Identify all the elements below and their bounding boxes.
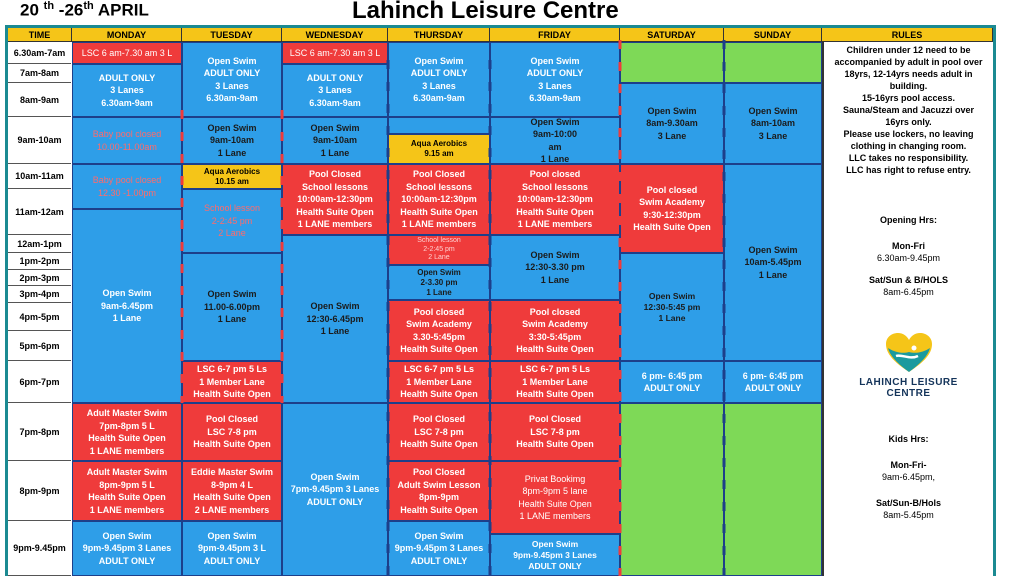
time-slot: 7am-8am: [8, 64, 71, 83]
session-text: ADULT ONLY 3 Lanes 6.30am-9am: [98, 72, 156, 108]
session-text: ADULT ONLY 3 Lanes 6.30am-9am: [306, 72, 364, 108]
date-from-suffix: th: [43, 0, 55, 12]
session-block: [182, 521, 282, 576]
date-to-suffix: th: [83, 0, 94, 12]
session-block: [490, 461, 620, 534]
session-block: [388, 521, 490, 576]
time-slot: 3pm-4pm: [8, 286, 71, 303]
time-slot: 9pm-9.45pm: [8, 521, 71, 576]
session-block: [182, 164, 282, 189]
session-text: Open Swim 9am-6.45pm 1 Lane: [100, 288, 154, 324]
session-block: [388, 300, 490, 361]
session-text: Open Swim 9pm-9.45pm 3 Lanes ADULT ONLY: [394, 530, 484, 566]
session-text: Open Swim 12:30-5:45 pm 1 Lane: [643, 290, 701, 323]
opening-monfri-hours: 6.30am-9.45pm: [876, 253, 941, 263]
opening-weekend-hours: 8am-6.45pm: [883, 287, 934, 297]
session-text: LSC 6-7 pm 5 Ls 1 Member Lane Health Suite Open: [400, 364, 478, 400]
col-header-friday: FRIDAY: [490, 28, 620, 42]
session-text: Open Swim 9am-10am 1 Lane: [207, 122, 257, 158]
opening-hours-title: Opening Hrs:: [879, 215, 937, 225]
session-text: Pool closed Swim Academy 3.30-5:45pm Health Suite Open: [400, 306, 478, 354]
session-block: [72, 403, 182, 461]
kids-weekend-hours: 8am-5.45pm: [883, 510, 934, 520]
col-header-wednesday: WEDNESDAY: [282, 28, 388, 42]
session-block: [72, 521, 182, 576]
session-block: [490, 42, 620, 117]
rules-text: Children under 12 need to be accompanied by adult in pool over 18yrs, 12-14yrs needs adult in building. 15-16yrs pool access. Sauna/Steam and Jacuzzi over 16yrs only. Please use lockers, no leaving clothing in changing room. LLC takes no responsibility. LLC has right to refuse entry.: [834, 45, 983, 175]
session-block: [72, 42, 182, 64]
session-text: 6 pm- 6:45 pm ADULT ONLY: [641, 370, 703, 393]
session-text: Open Swim 9am-10am 1 Lane: [310, 122, 360, 158]
session-block: [72, 117, 182, 164]
session-block: [620, 42, 724, 83]
session-text: Baby pool closed 10.00-11.00am: [92, 129, 162, 152]
session-text: Pool Closed LSC 7-8 pm Health Suite Open: [400, 414, 478, 450]
session-block: [620, 253, 724, 361]
opening-monfri-label: Mon-Fri: [892, 241, 925, 251]
session-block: [388, 164, 490, 235]
session-text: Eddie Master Swim 8-9pm 4 L Health Suite Open 2 LANE members: [190, 467, 274, 515]
session-text: Open Swim 2-3.30 pm 1 Lane: [417, 267, 461, 297]
session-block: [388, 134, 490, 164]
time-slot: 2pm-3pm: [8, 270, 71, 286]
session-block: [182, 42, 282, 117]
logo-heart-icon: [884, 332, 934, 374]
session-text: Pool closed Swim Academy 9:30-12:30pm Health Suite Open: [633, 184, 711, 232]
kids-weekend-label: Sat/Sun-B/Hols: [875, 498, 941, 508]
session-block: [182, 461, 282, 521]
session-block: [490, 534, 620, 576]
session-block: [490, 164, 620, 235]
session-text: Open Swim 12:30-6.45pm 1 Lane: [306, 301, 364, 337]
kids-hours-title: Kids Hrs:: [888, 434, 929, 444]
session-block: [72, 209, 182, 403]
date-from: 20: [20, 0, 39, 20]
page-title: Lahinch Leisure Centre: [352, 0, 619, 24]
kids-monfri-hours: 9am-6.45pm,: [881, 472, 936, 482]
session-block: [388, 461, 490, 521]
logo-text-line1: LAHINCH LEISURE: [859, 377, 958, 388]
session-block: [724, 361, 822, 403]
session-block: [724, 164, 822, 361]
kids-monfri-label: Mon-Fri-: [890, 460, 927, 470]
session-block: [388, 361, 490, 403]
logo-text-line2: CENTRE: [886, 388, 931, 399]
session-block: [490, 117, 620, 164]
session-block: [724, 83, 822, 164]
session-block: [282, 117, 388, 164]
session-text: Adult Master Swim 7pm-8pm 5 L Health Suite Open 1 LANE members: [86, 408, 168, 456]
session-block: [282, 235, 388, 403]
col-header-time: TIME: [8, 28, 72, 42]
session-text: Open Swim 9pm-9.45pm 3 Lanes ADULT ONLY: [513, 538, 597, 571]
session-text: Baby pool closed 12.30 -1.00pm: [92, 175, 162, 198]
session-text: Open Swim 11.00-6.00pm 1 Lane: [203, 289, 261, 325]
col-header-monday: MONDAY: [72, 28, 182, 42]
session-text: Open Swim ADULT ONLY 3 Lanes 6.30am-9am: [410, 55, 468, 103]
session-block: [620, 164, 724, 253]
session-text: Aqua Aerobics 9.15 am: [410, 139, 468, 158]
date-range: [20, 0, 149, 21]
session-block: [182, 361, 282, 403]
session-text: Open Swim 8am-9.30am 3 Lane: [646, 105, 698, 141]
rules-panel: [822, 42, 993, 576]
col-header-saturday: SATURDAY: [620, 28, 724, 42]
session-text: Pool Closed School lessons 10:00am-12:30pm Health Suite Open 1 LANE members: [400, 169, 478, 230]
session-block: [282, 164, 388, 235]
session-text: LSC 6-7 pm 5 Ls 1 Member Lane Health Suite Open: [516, 364, 594, 400]
session-text: Pool closed Swim Academy 3:30-5:45pm Health Suite Open: [516, 306, 594, 354]
session-block: [388, 403, 490, 461]
session-block: [620, 83, 724, 164]
session-text: 6 pm- 6:45 pm ADULT ONLY: [742, 370, 804, 393]
session-text: Open Swim 12:30-3.30 pm 1 Lane: [525, 249, 585, 285]
time-slot: 4pm-5pm: [8, 303, 71, 331]
time-slot: 5pm-6pm: [8, 331, 71, 361]
session-block: [182, 117, 282, 164]
time-slot: 12am-1pm: [8, 235, 71, 253]
col-header-thursday: THURSDAY: [388, 28, 490, 42]
session-block: [282, 403, 388, 576]
session-block: [182, 253, 282, 361]
session-block: [724, 42, 822, 83]
session-text: School lesson 2-2:45 pm 2 Lane: [203, 203, 261, 239]
session-text: Open Swim 8am-10am 3 Lane: [748, 105, 798, 141]
session-block: [282, 42, 388, 64]
session-block: [182, 189, 282, 253]
session-text: Pool Closed Adult Swim Lesson 8pm-9pm Health Suite Open: [397, 467, 481, 515]
time-slot: 8pm-9pm: [8, 461, 71, 521]
time-slot: 8am-9am: [8, 83, 71, 117]
time-slot: 6.30am-7am: [8, 42, 71, 64]
session-block: [72, 164, 182, 209]
time-slot: 6pm-7pm: [8, 361, 71, 403]
time-slot: 11am-12am: [8, 189, 71, 235]
session-text: Open Swim 9pm-9.45pm 3 L ADULT ONLY: [197, 530, 267, 566]
session-block: [388, 235, 490, 265]
time-slot: 10am-11am: [8, 164, 71, 189]
session-block: [490, 235, 620, 300]
session-text: Open Swim ADULT ONLY 3 Lanes 6.30am-9am: [203, 55, 261, 103]
session-block: [724, 403, 822, 576]
session-block: [72, 64, 182, 117]
session-block: [282, 64, 388, 117]
session-text: Open Swim 10am-5.45pm 1 Lane: [744, 244, 802, 280]
session-text: LSC 6 am-7.30 am 3 L: [81, 47, 173, 58]
session-text: Pool closed School lessons 10:00am-12:30pm Health Suite Open 1 LANE members: [516, 169, 594, 230]
session-text: Adult Master Swim 8pm-9pm 5 L Health Suite Open 1 LANE members: [86, 467, 168, 515]
session-block: [388, 117, 490, 134]
time-slot: 1pm-2pm: [8, 253, 71, 270]
session-text: Open Swim ADULT ONLY 3 Lanes 6.30am-9am: [526, 55, 584, 103]
session-text: Privat Bookimg 8pm-9pm 5 lane Health Suite Open 1 LANE members: [518, 473, 592, 521]
opening-weekend-label: Sat/Sun & B/HOLS: [868, 275, 948, 285]
col-header-tuesday: TUESDAY: [182, 28, 282, 42]
col-header-sunday: SUNDAY: [724, 28, 822, 42]
session-text: Open Swim 9am-10:00 am 1 Lane: [530, 116, 580, 164]
date-to: -26: [58, 0, 84, 20]
session-block: [490, 403, 620, 461]
centre-logo: [824, 332, 993, 399]
date-month: APRIL: [97, 0, 149, 20]
session-text: LSC 6-7 pm 5 Ls 1 Member Lane Health Suite Open: [193, 364, 271, 400]
session-text: Pool Closed School lessons 10:00am-12:30pm Health Suite Open 1 LANE members: [296, 169, 374, 230]
session-block: [72, 461, 182, 521]
session-block: [490, 300, 620, 361]
session-text: Aqua Aerobics 10.15 am: [203, 166, 261, 186]
session-block: [182, 403, 282, 461]
session-text: Pool Closed LSC 7-8 pm Health Suite Open: [193, 414, 271, 450]
session-text: LSC 6 am-7.30 am 3 L: [289, 47, 381, 58]
time-slot: 9am-10am: [8, 117, 71, 164]
col-header-rules: RULES: [822, 28, 993, 42]
session-text: Open Swim 7pm-9.45pm 3 Lanes ADULT ONLY: [290, 471, 380, 507]
session-text: Open Swim 9pm-9.45pm 3 Lanes ADULT ONLY: [82, 530, 172, 566]
time-slot: 7pm-8pm: [8, 403, 71, 461]
session-block: [620, 403, 724, 576]
session-text: Pool Closed LSC 7-8 pm Health Suite Open: [516, 414, 594, 450]
session-block: [620, 361, 724, 403]
session-block: [388, 265, 490, 300]
session-block: [388, 42, 490, 117]
session-text: School lesson 2-2:45 pm 2 Lane: [417, 237, 461, 262]
session-block: [490, 361, 620, 403]
